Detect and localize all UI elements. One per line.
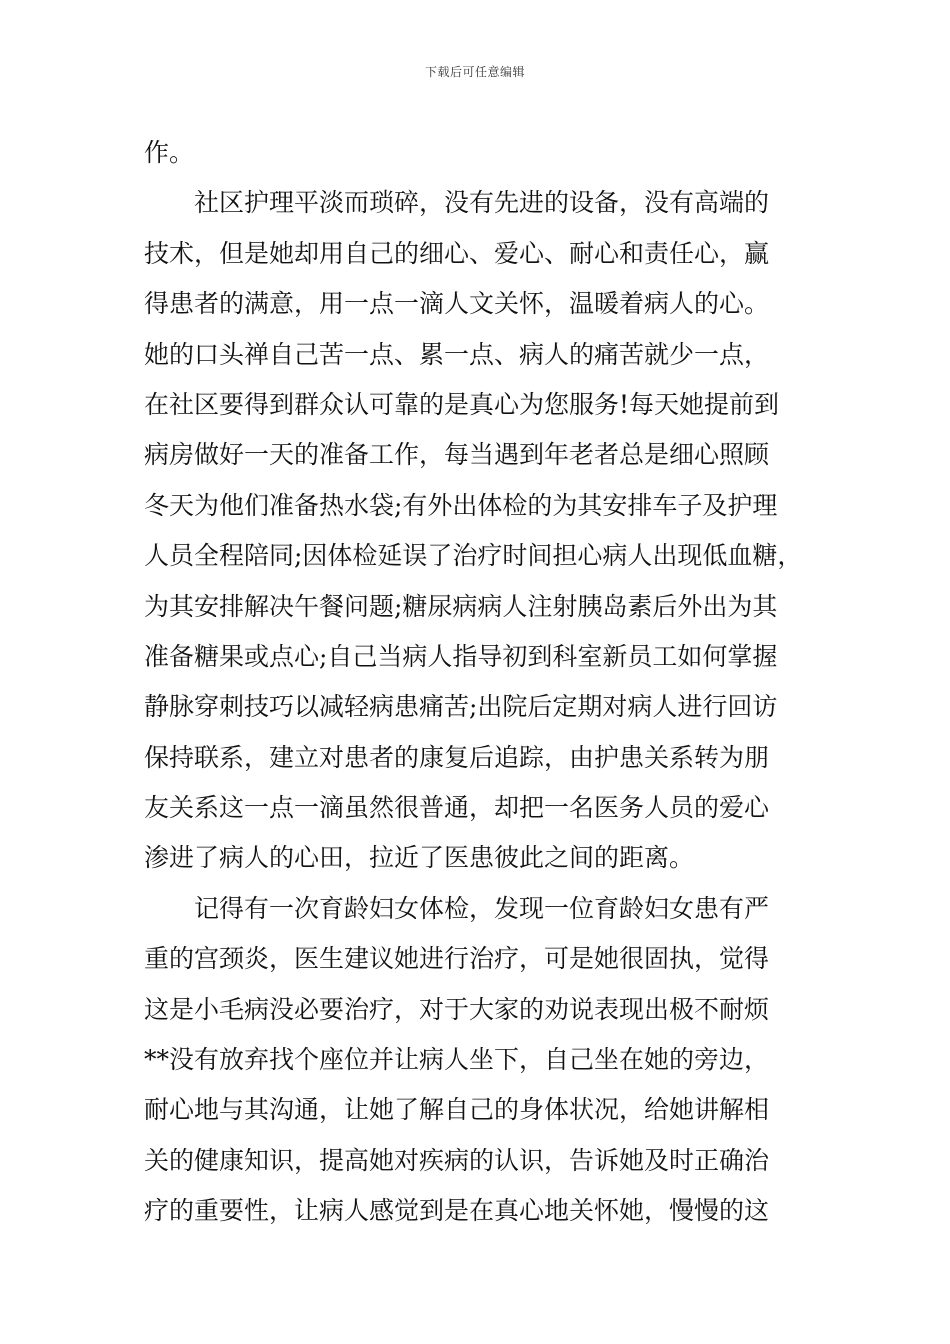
text-line: 在社区要得到群众认可靠的是真心为您服务!每天她提前到	[144, 389, 780, 419]
text-line: 保持联系，建立对患者的康复后追踪，由护患关系转为朋	[144, 742, 770, 772]
text-line: 疗的重要性，让病人感觉到是在真心地关怀她，慢慢的这	[144, 1196, 770, 1226]
body-text	[144, 128, 814, 1237]
text-line: 耐心地与其沟通，让她了解自己的身体状况，给她讲解相	[144, 1095, 770, 1125]
text-line: **没有放弃找个座位并让病人坐下，自己坐在她的旁边，	[144, 1045, 770, 1075]
text-line: 冬天为他们准备热水袋;有外出体检的为其安排车子及护理	[144, 490, 778, 520]
page-header: 下载后可任意编辑	[424, 65, 525, 79]
text-line: 渗进了病人的心田，拉近了医患彼此之间的距离。	[144, 843, 695, 873]
text-line: 人员全程陪同;因体检延误了治疗时间担心病人出现低血糖，	[144, 541, 803, 571]
text-line: 这是小毛病没必要治疗，对于大家的劝说表现出极不耐烦	[144, 994, 770, 1024]
text-line: 友关系这一点一滴虽然很普通，却把一名医务人员的爱心	[144, 793, 770, 823]
text-line: 静脉穿刺技巧以减轻病患痛苦;出院后定期对病人进行回访	[144, 692, 778, 722]
text-line: 她的口头禅自己苦一点、累一点、病人的痛苦就少一点，	[144, 339, 770, 369]
text-line: 重的宫颈炎，医生建议她进行治疗，可是她很固执，觉得	[144, 944, 770, 974]
paragraph-first-line: 社区护理平淡而琐碎，没有先进的设备，没有高端的	[194, 188, 770, 218]
text-line: 技术，但是她却用自己的细心、爱心、耐心和责任心，赢	[144, 238, 770, 268]
paragraph-first-line: 记得有一次育龄妇女体检，发现一位育龄妇女患有严	[194, 893, 770, 923]
text-line: 准备糖果或点心;自己当病人指导初到科室新员工如何掌握	[144, 641, 778, 671]
text-line: 作。	[144, 138, 195, 167]
text-line: 病房做好一天的准备工作，每当遇到年老者总是细心照顾	[144, 440, 770, 470]
text-line: 为其安排解决午餐问题;糖尿病病人注射胰岛素后外出为其	[144, 591, 778, 621]
text-line: 关的健康知识，提高她对疾病的认识，告诉她及时正确治	[144, 1145, 770, 1175]
text-line: 得患者的满意，用一点一滴人文关怀，温暖着病人的心。	[144, 289, 770, 319]
